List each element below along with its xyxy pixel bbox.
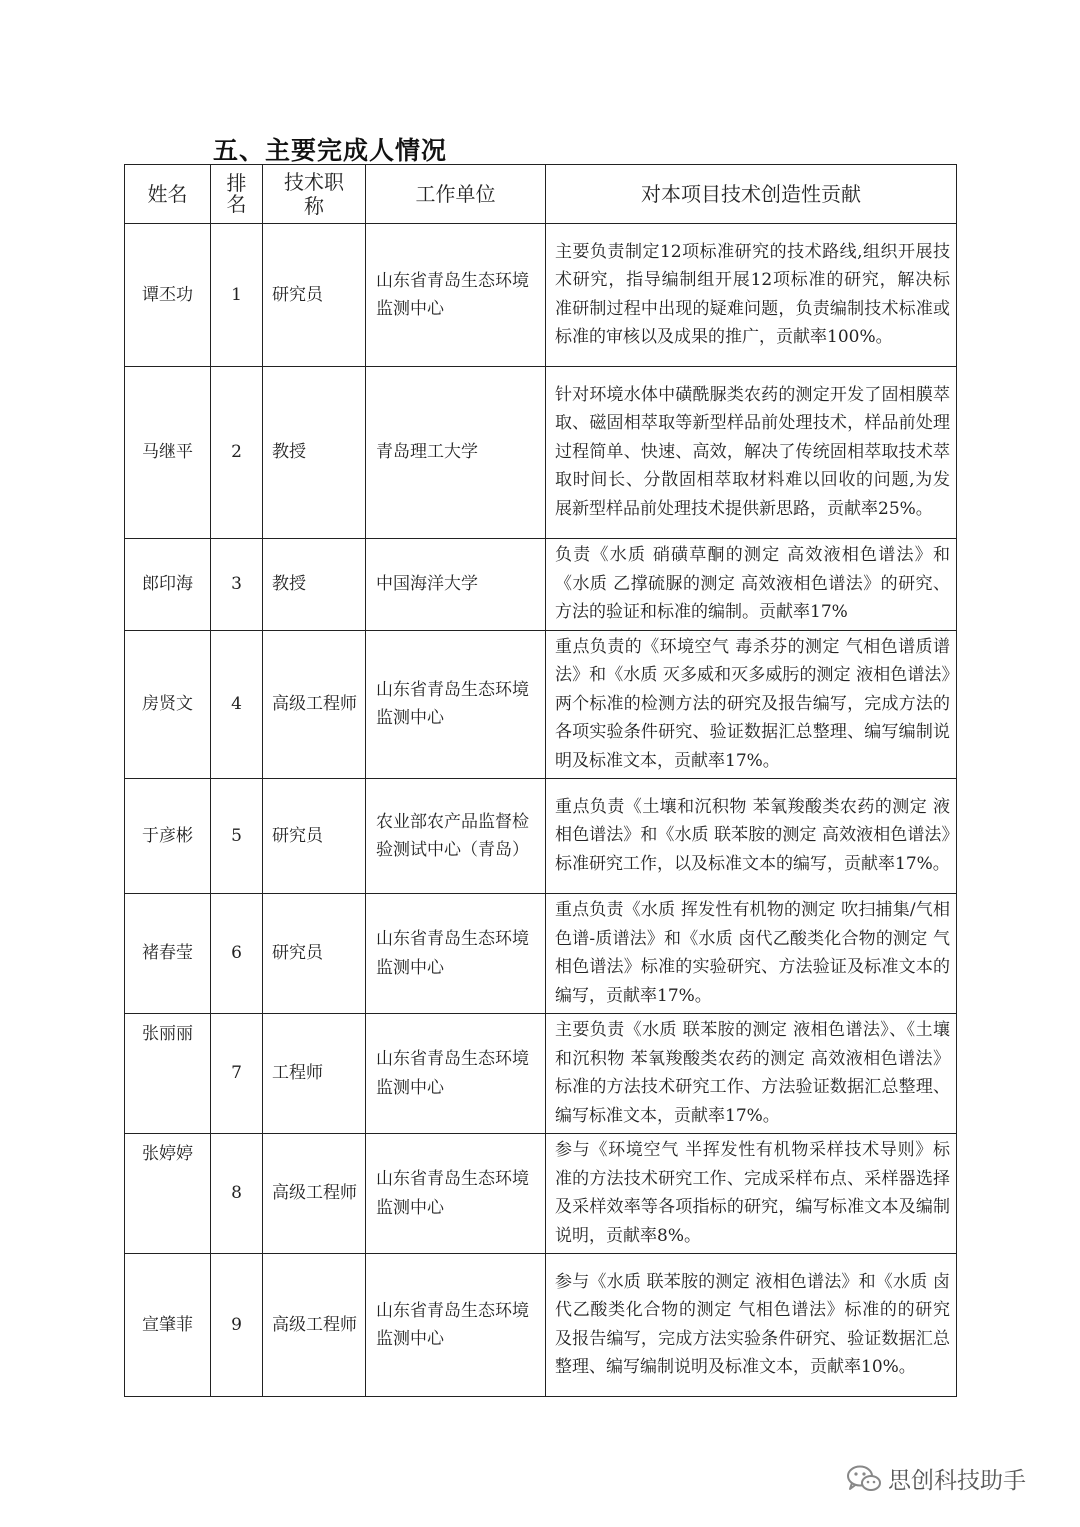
cell-title: 教授 bbox=[263, 367, 366, 539]
header-contribution: 对本项目技术创造性贡献 bbox=[546, 165, 957, 224]
cell-title: 研究员 bbox=[263, 779, 366, 894]
completers-table bbox=[124, 164, 957, 1397]
cell-rank: 6 bbox=[211, 894, 263, 1014]
table-header-row bbox=[125, 165, 957, 224]
header-rank-text: 排名 bbox=[226, 171, 247, 216]
cell-title: 研究员 bbox=[263, 224, 366, 367]
cell-rank: 1 bbox=[211, 224, 263, 367]
cell-title: 高级工程师 bbox=[263, 1254, 366, 1397]
watermark-text: 思创科技助手 bbox=[888, 1468, 1026, 1494]
cell-org: 山东省青岛生态环境监测中心 bbox=[366, 1014, 546, 1134]
header-title-text: 技术职称 bbox=[284, 170, 344, 218]
header-name: 姓名 bbox=[125, 165, 211, 224]
cell-name: 于彦彬 bbox=[125, 779, 211, 894]
cell-contribution: 参与《水质 联苯胺的测定 液相色谱法》和《水质 卤代乙酸类化合物的测定 气相色谱法》标准的的研究及报告编写，完成方法实验条件研究、验证数据汇总整理、编写编制说明及标准文本，贡献率10%。 bbox=[546, 1254, 957, 1397]
cell-org: 中国海洋大学 bbox=[366, 539, 546, 631]
cell-rank: 3 bbox=[211, 539, 263, 631]
header-rank bbox=[211, 165, 263, 224]
cell-name: 张婷婷 bbox=[125, 1134, 211, 1254]
cell-name: 宣肇菲 bbox=[125, 1254, 211, 1397]
cell-name: 谭丕功 bbox=[125, 224, 211, 367]
table-row bbox=[125, 1134, 957, 1254]
cell-name: 张丽丽 bbox=[125, 1014, 211, 1134]
cell-org: 山东省青岛生态环境监测中心 bbox=[366, 630, 546, 779]
cell-org: 山东省青岛生态环境监测中心 bbox=[366, 1134, 546, 1254]
cell-contribution: 主要负责《水质 联苯胺的测定 液相色谱法》、《土壤和沉积物 苯氧羧酸类农药的测定 高效液相色谱法》标准的方法技术研究工作、方法验证数据汇总整理、编写标准文本，贡献率17%。 bbox=[546, 1014, 957, 1134]
cell-title: 高级工程师 bbox=[263, 630, 366, 779]
table-row bbox=[125, 779, 957, 894]
table-row bbox=[125, 1014, 957, 1134]
cell-org: 青岛理工大学 bbox=[366, 367, 546, 539]
cell-contribution: 主要负责制定12项标准研究的技术路线,组织开展技术研究，指导编制组开展12项标准的研究，解决标准研制过程中出现的疑难问题，负责编制技术标准或标准的审核以及成果的推广，贡献率100%。 bbox=[546, 224, 957, 367]
cell-org: 山东省青岛生态环境监测中心 bbox=[366, 224, 546, 367]
header-org: 工作单位 bbox=[366, 165, 546, 224]
watermark bbox=[846, 1462, 1026, 1495]
header-title bbox=[263, 165, 366, 224]
cell-contribution: 重点负责《水质 挥发性有机物的测定 吹扫捕集/气相色谱-质谱法》和《水质 卤代乙酸类化合物的测定 气相色谱法》标准的实验研究、方法验证及标准文本的编写，贡献率17%。 bbox=[546, 894, 957, 1014]
cell-title: 研究员 bbox=[263, 894, 366, 1014]
cell-contribution: 重点负责《土壤和沉积物 苯氧羧酸类农药的测定 液相色谱法》和《水质 联苯胺的测定 高效液相色谱法》标准研究工作，以及标准文本的编写，贡献率17%。 bbox=[546, 779, 957, 894]
cell-rank: 5 bbox=[211, 779, 263, 894]
table-row bbox=[125, 894, 957, 1014]
cell-name: 郎印海 bbox=[125, 539, 211, 631]
cell-title: 工程师 bbox=[263, 1014, 366, 1134]
table-row bbox=[125, 224, 957, 367]
cell-contribution: 重点负责的《环境空气 毒杀芬的测定 气相色谱质谱法》和《水质 灭多威和灭多威肟的测定 液相色谱法》两个标准的检测方法的研究及报告编写，完成方法的各项实验条件研究、验证数据汇总整理、编写编制说明及标准文本，贡献率17%。 bbox=[546, 630, 957, 779]
cell-title: 高级工程师 bbox=[263, 1134, 366, 1254]
table-row bbox=[125, 367, 957, 539]
cell-title: 教授 bbox=[263, 539, 366, 631]
table-row bbox=[125, 539, 957, 631]
wechat-icon bbox=[846, 1464, 882, 1494]
cell-org: 山东省青岛生态环境监测中心 bbox=[366, 894, 546, 1014]
cell-contribution: 参与《环境空气 半挥发性有机物采样技术导则》标准的方法技术研究工作、完成采样布点、采样器选择及采样效率等各项指标的研究，编写标准文本及编制说明，贡献率8%。 bbox=[546, 1134, 957, 1254]
cell-name: 房贤文 bbox=[125, 630, 211, 779]
cell-rank: 8 bbox=[211, 1134, 263, 1254]
cell-contribution: 针对环境水体中磺酰脲类农药的测定开发了固相膜萃取、磁固相萃取等新型样品前处理技术，样品前处理过程简单、快速、高效，解决了传统固相萃取技术萃取时间长、分散固相萃取材料难以回收的问题,为发展新型样品前处理技术提供新思路，贡献率25%。 bbox=[546, 367, 957, 539]
cell-name: 马继平 bbox=[125, 367, 211, 539]
cell-name: 褚春莹 bbox=[125, 894, 211, 1014]
table-row bbox=[125, 1254, 957, 1397]
table-row bbox=[125, 630, 957, 779]
cell-rank: 9 bbox=[211, 1254, 263, 1397]
cell-contribution: 负责《水质 硝磺草酮的测定 高效液相色谱法》和《水质 乙撑硫脲的测定 高效液相色谱法》的研究、方法的验证和标准的编制。贡献率17% bbox=[546, 539, 957, 631]
cell-org: 山东省青岛生态环境监测中心 bbox=[366, 1254, 546, 1397]
cell-rank: 7 bbox=[211, 1014, 263, 1134]
cell-org: 农业部农产品监督检验测试中心（青岛） bbox=[366, 779, 546, 894]
section-title: 五、主要完成人情况 bbox=[213, 136, 448, 165]
cell-rank: 2 bbox=[211, 367, 263, 539]
cell-rank: 4 bbox=[211, 630, 263, 779]
